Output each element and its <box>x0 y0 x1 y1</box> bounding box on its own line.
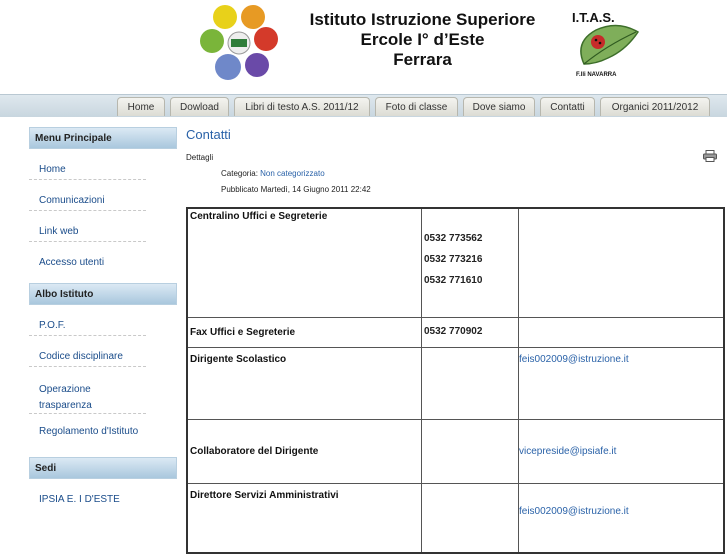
email-link[interactable]: feis002009@istruzione.it <box>519 505 629 517</box>
table-row <box>187 317 724 347</box>
categoria-label: Categoria: <box>221 169 258 178</box>
sidebar-item-link-web[interactable] <box>29 211 146 242</box>
sidebar-item-label: Comunicazioni <box>39 195 105 206</box>
row-email <box>519 317 725 347</box>
sidebar-item-comunicazioni[interactable] <box>29 180 146 211</box>
tab-dowload[interactable]: Dowload <box>170 97 229 116</box>
sidebar-item-label: Accesso utenti <box>39 257 105 268</box>
title-line-2: Ercole I° d’Este <box>360 30 485 49</box>
title-line-1: Istituto Istruzione Superiore <box>309 10 536 29</box>
site-header <box>0 0 727 94</box>
phone-number: 0532 773216 <box>424 254 483 265</box>
tab-foto-di-classe[interactable]: Foto di classe <box>375 97 458 116</box>
print-icon[interactable] <box>703 150 717 162</box>
albo-istituto-heading: Albo Istituto <box>29 283 177 305</box>
categoria-line <box>221 169 325 178</box>
row-phones <box>422 317 519 347</box>
menu-principale-heading: Menu Principale <box>29 127 177 149</box>
itas-logo-text: I.T.A.S. <box>572 10 615 25</box>
row-phones <box>422 208 519 317</box>
phone-number: 0532 770902 <box>424 326 483 337</box>
sidebar-item-label: Operazione trasparenza <box>39 384 92 411</box>
row-email <box>519 419 725 483</box>
title-line-3: Ferrara <box>393 50 452 69</box>
sidebar-item-label: Link web <box>39 226 79 237</box>
row-label: Centralino Uffici e Segreterie <box>187 208 422 317</box>
table-row <box>187 483 724 553</box>
sidebar-item-label: Codice disciplinare <box>39 351 123 362</box>
phone-number: 0532 771610 <box>424 275 483 286</box>
sidebar <box>29 127 177 510</box>
sidebar-item-label: P.O.F. <box>39 320 66 331</box>
sidebar-item-label: Regolamento d'Istituto <box>39 426 139 437</box>
categoria-link[interactable]: Non categorizzato <box>260 169 325 178</box>
sidebar-item-ipsia[interactable] <box>29 479 146 510</box>
main-content <box>186 127 727 517</box>
table-row <box>187 208 724 317</box>
sidebar-item-home[interactable] <box>29 149 146 180</box>
row-email <box>519 347 725 419</box>
sidebar-item-operazione-trasparenza[interactable] <box>29 367 146 414</box>
sidebar-item-codice-disciplinare[interactable] <box>29 336 146 367</box>
row-label: Direttore Servizi Amministrativi <box>187 483 422 553</box>
row-email <box>519 208 725 317</box>
row-phones <box>422 419 519 483</box>
row-label: Dirigente Scolastico <box>187 347 422 419</box>
itas-logo-sub: F.lli NAVARRA <box>576 72 617 78</box>
school-logo <box>198 3 280 83</box>
table-row <box>187 347 724 419</box>
row-label: Fax Uffici e Segreterie <box>187 317 422 347</box>
sidebar-item-label: Home <box>39 164 66 175</box>
sidebar-item-label: IPSIA E. I D'ESTE <box>39 494 120 505</box>
contacts-table <box>186 207 725 554</box>
table-row <box>187 419 724 483</box>
itas-logo <box>566 2 646 82</box>
tab-organici[interactable]: Organici 2011/2012 <box>600 97 710 116</box>
tab-home[interactable]: Home <box>117 97 165 116</box>
phone-number: 0532 773562 <box>424 233 483 244</box>
tab-dove-siamo[interactable]: Dove siamo <box>463 97 535 116</box>
school-title <box>300 10 545 70</box>
page-title: Contatti <box>186 127 231 142</box>
tab-libri-di-testo[interactable]: Libri di testo A.S. 2011/12 <box>234 97 370 116</box>
row-phones <box>422 347 519 419</box>
pubblicato-line: Pubblicato Martedì, 14 Giugno 2011 22:42 <box>221 185 371 194</box>
email-link[interactable]: vicepreside@ipsiafe.it <box>519 445 617 457</box>
sidebar-item-regolamento[interactable] <box>29 414 146 445</box>
dettagli-label: Dettagli <box>186 153 214 162</box>
row-email <box>519 483 725 553</box>
row-phones <box>422 483 519 553</box>
email-link[interactable]: feis002009@istruzione.it <box>519 353 629 365</box>
tab-contatti[interactable]: Contatti <box>540 97 595 116</box>
sidebar-item-pof[interactable] <box>29 305 146 336</box>
row-label: Collaboratore del Dirigente <box>187 419 422 483</box>
sidebar-item-accesso-utenti[interactable] <box>29 242 146 273</box>
main-navbar <box>0 94 727 117</box>
sedi-heading: Sedi <box>29 457 177 479</box>
